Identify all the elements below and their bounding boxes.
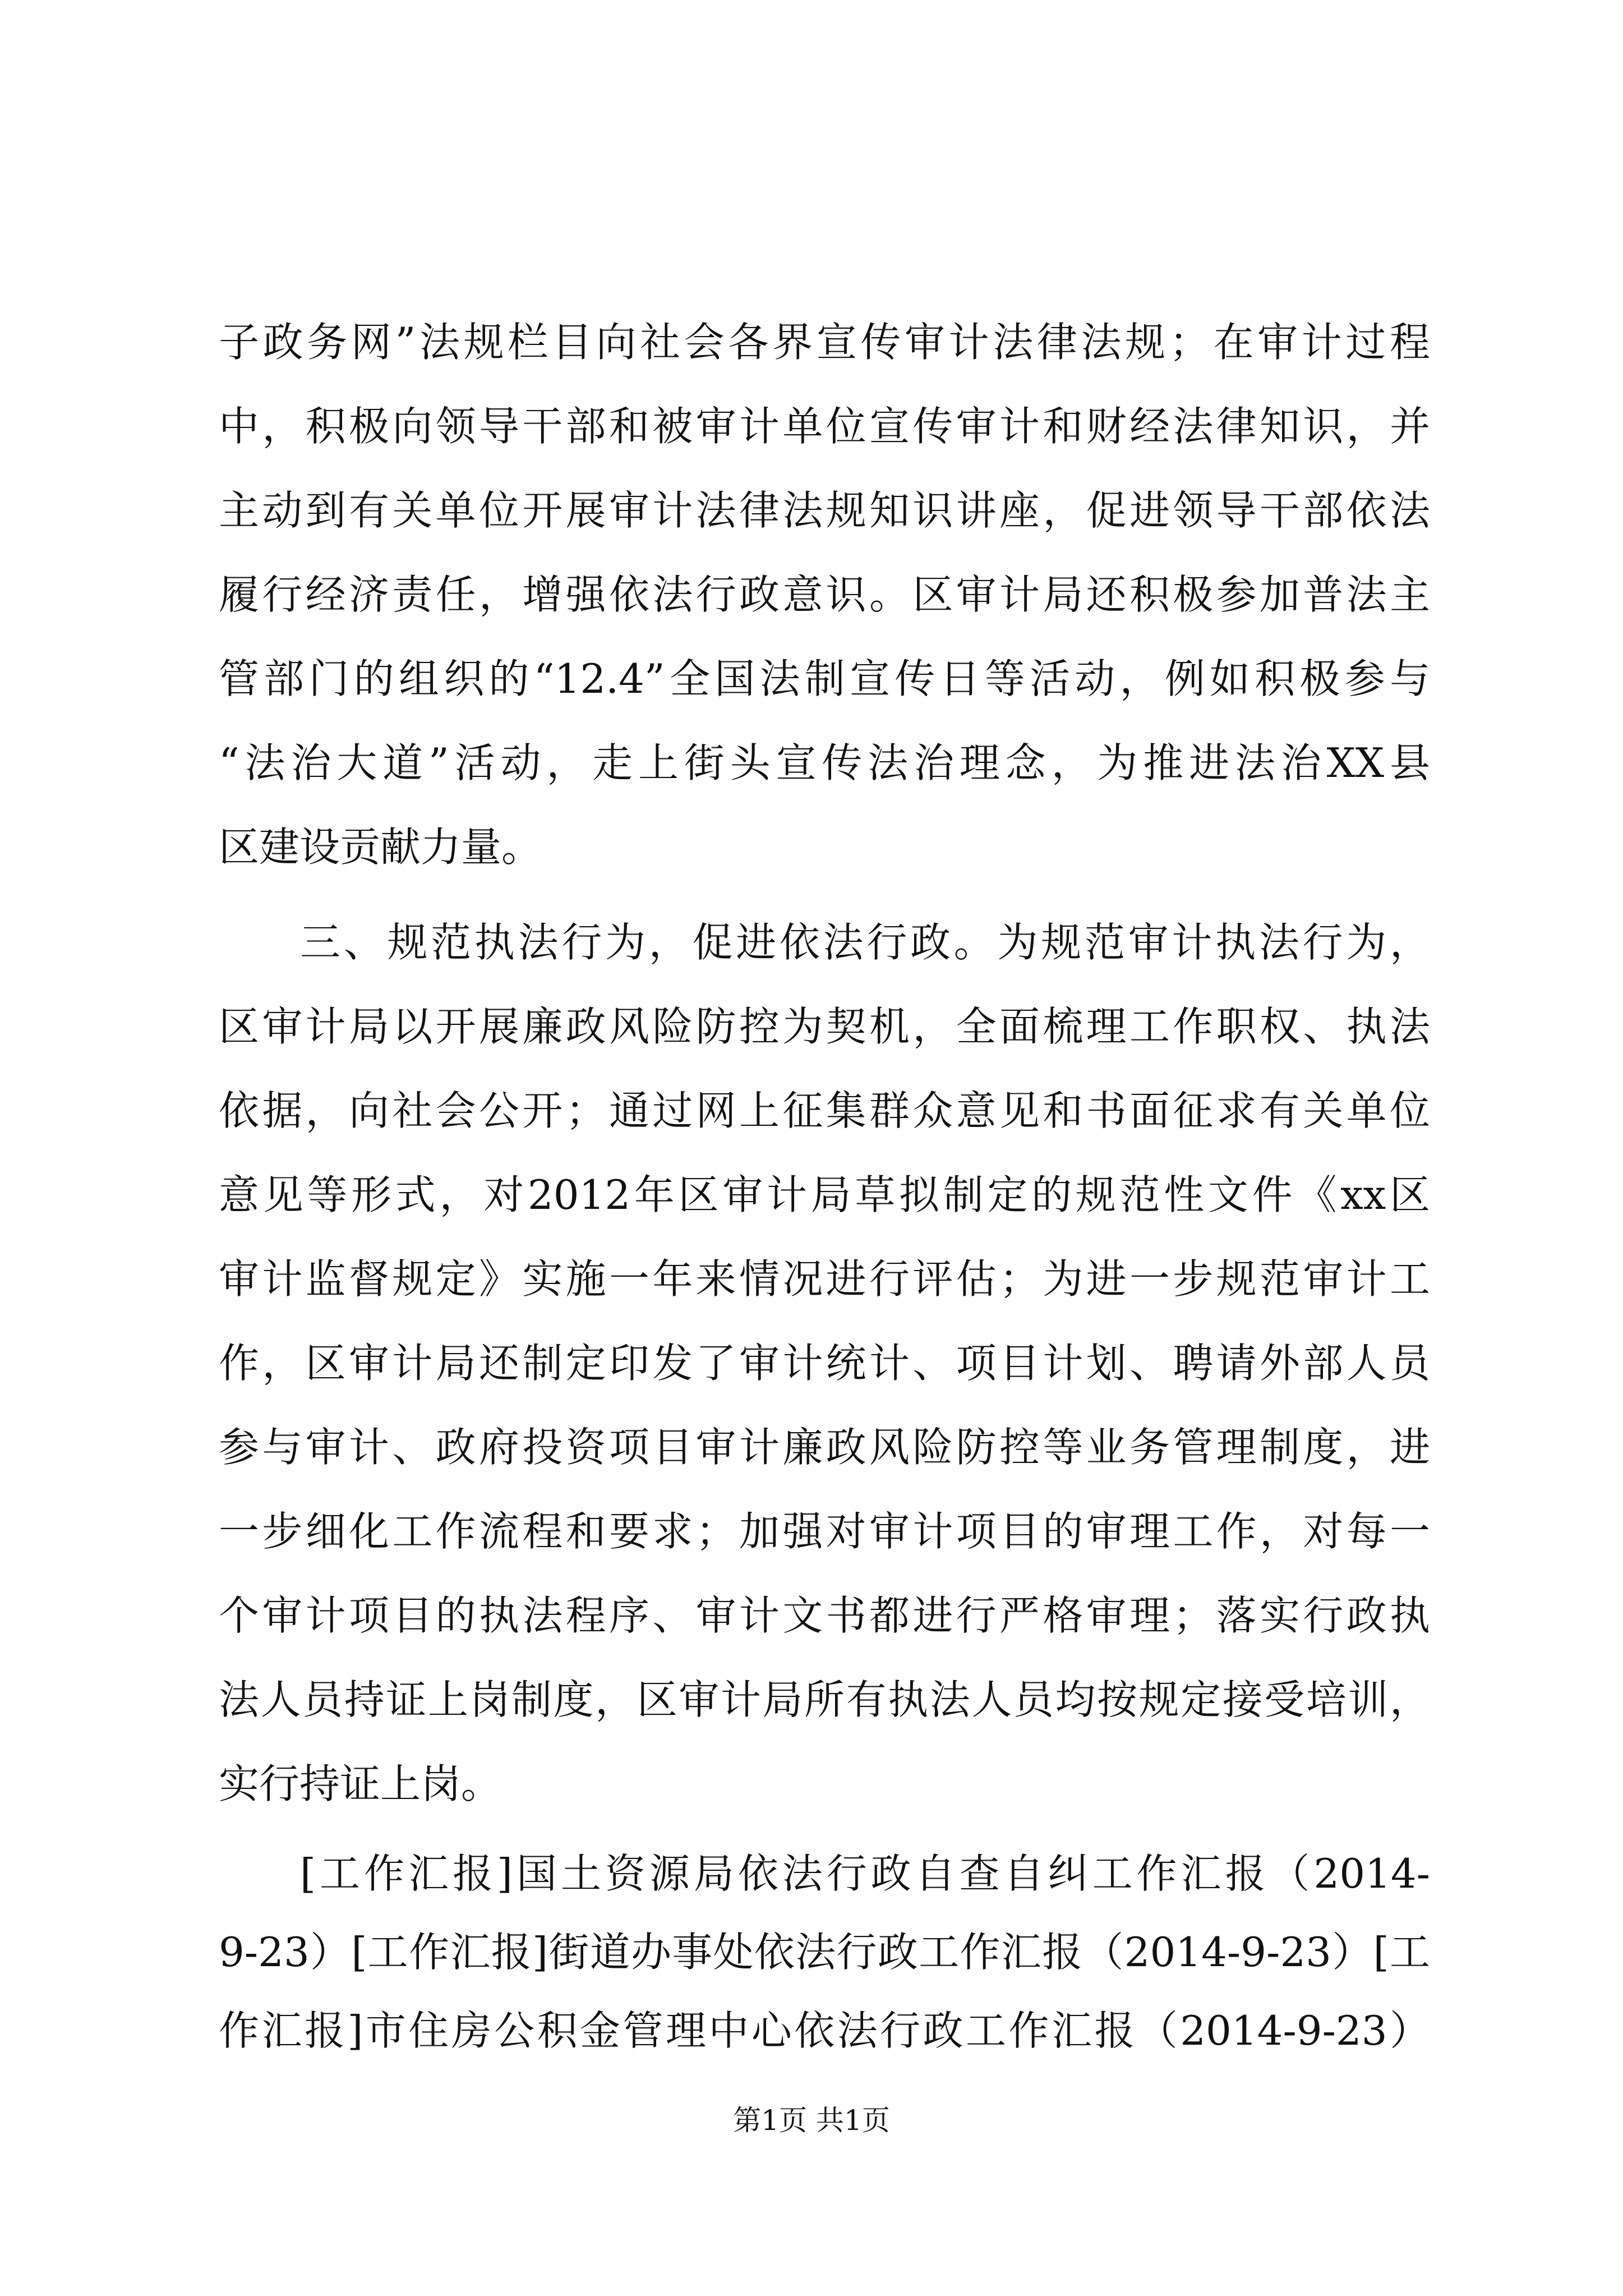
body-text-line: 实行持证上岗。: [219, 1760, 502, 1807]
body-text-line: 区建设贡献力量。: [219, 823, 542, 871]
body-text-line: 法人员持证上岗制度，区审计局所有执法人员均按规定接受培训，: [219, 1676, 1430, 1723]
body-text-line: 区审计局以开展廉政风险防控为契机，全面梳理工作职权、执法: [219, 1003, 1430, 1050]
body-text-line: 履行经济责任，增强依法行政意识。区审计局还积极参加普法主: [219, 571, 1430, 618]
body-text-line: 中，积极向领导干部和被审计单位宣传审计和财经法律知识，并: [219, 403, 1430, 450]
body-text-line: 9-23）[工作汇报]街道办事处依法行政工作汇报（2014-9-23）[工: [219, 1929, 1430, 1976]
body-text-line: 三、规范执法行为，促进依法行政。为规范审计执法行为，: [300, 919, 1430, 966]
body-text-line: 依据，向社会公开；通过网上征集群众意见和书面征求有关单位: [219, 1087, 1430, 1134]
body-text-line: 个审计项目的执法程序、审计文书都进行严格审理；落实行政执: [219, 1592, 1430, 1639]
body-text-line: “法治大道”活动，走上街头宣传法治理念，为推进法治XX县: [219, 739, 1430, 786]
body-text-line: 作汇报]市住房公积金管理中心依法行政工作汇报（2014-9-23）: [219, 2007, 1430, 2054]
body-text-line: 参与审计、政府投资项目审计廉政风险防控等业务管理制度，进: [219, 1424, 1430, 1471]
body-text-line: 主动到有关单位开展审计法律法规知识讲座，促进领导干部依法: [219, 487, 1430, 534]
body-text-line: 意见等形式，对2012年区审计局草拟制定的规范性文件《xx区: [219, 1171, 1430, 1218]
body-text-line: 审计监督规定》实施一年来情况进行评估；为进一步规范审计工: [219, 1255, 1430, 1303]
page-footer: 第1页 共1页: [733, 2104, 890, 2137]
body-text-line: 子政务网”法规栏目向社会各界宣传审计法律法规；在审计过程: [219, 319, 1430, 366]
body-text-line: 作，区审计局还制定印发了审计统计、项目计划、聘请外部人员: [219, 1340, 1430, 1387]
body-text-line: 管部门的组织的“12.4”全国法制宣传日等活动，例如积极参与: [219, 655, 1430, 702]
body-text-line: [工作汇报]国土资源局依法行政自查自纠工作汇报（2014-: [300, 1850, 1430, 1897]
body-text-line: 一步细化工作流程和要求；加强对审计项目的审理工作，对每一: [219, 1508, 1430, 1555]
